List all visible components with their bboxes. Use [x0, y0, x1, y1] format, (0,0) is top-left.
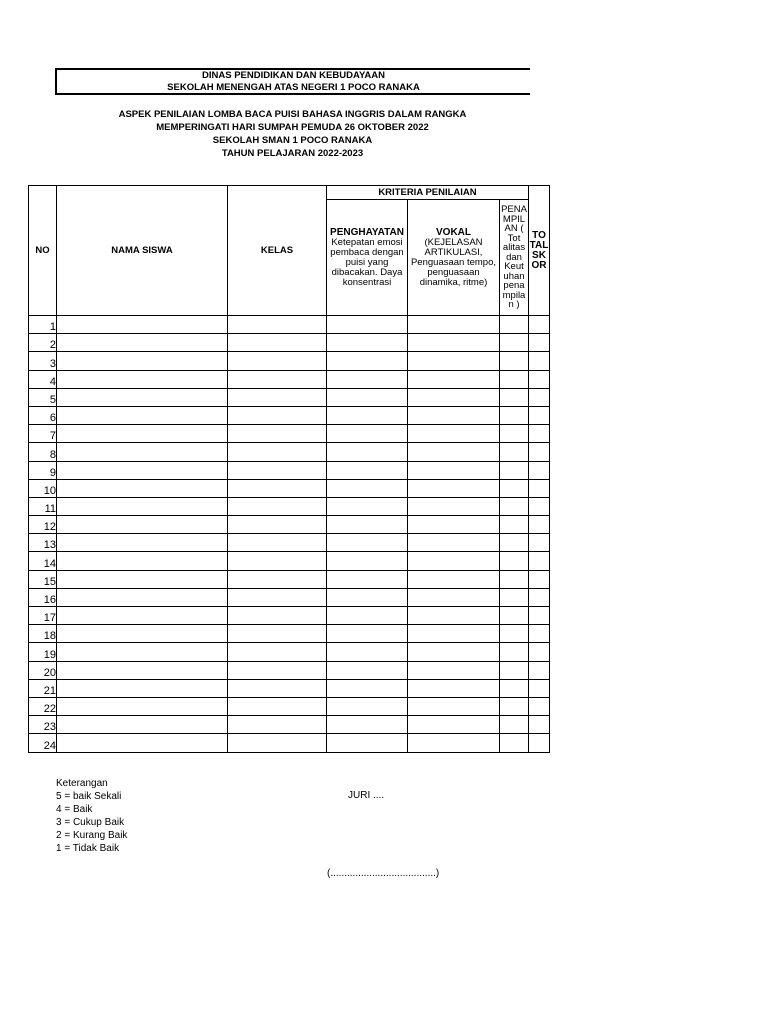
table-cell	[500, 570, 529, 588]
keterangan-title: Keterangan	[56, 778, 108, 789]
table-cell	[529, 425, 550, 443]
title-line-3: SEKOLAH SMAN 1 POCO RANAKA	[212, 135, 373, 146]
table-cell	[327, 406, 408, 424]
table-cell	[408, 625, 500, 643]
table-cell	[500, 716, 529, 734]
table-cell	[228, 316, 327, 334]
row-number: 14	[29, 552, 57, 570]
keterangan-item: 1 = Tidak Baik	[56, 843, 120, 854]
table-cell	[228, 479, 327, 497]
table-cell	[500, 425, 529, 443]
total-skor-label: TO TAL SK OR	[529, 229, 549, 271]
table-cell	[529, 697, 550, 715]
row-number: 18	[29, 625, 57, 643]
signature-line: (......................................)	[327, 868, 440, 879]
table-cell	[228, 352, 327, 370]
vokal-title: VOKAL	[436, 226, 471, 238]
table-cell	[500, 479, 529, 497]
table-cell	[228, 461, 327, 479]
table-cell	[327, 679, 408, 697]
table-cell	[327, 625, 408, 643]
table-cell	[408, 443, 500, 461]
row-number: 21	[29, 679, 57, 697]
table-row	[29, 461, 550, 479]
table-cell	[408, 697, 500, 715]
row-number: 24	[29, 734, 57, 752]
table-cell	[408, 425, 500, 443]
table-cell	[228, 607, 327, 625]
table-cell	[228, 497, 327, 515]
table-cell	[57, 552, 228, 570]
table-cell	[529, 534, 550, 552]
table-cell	[408, 388, 500, 406]
table-cell	[500, 443, 529, 461]
table-cell	[57, 534, 228, 552]
table-cell	[57, 388, 228, 406]
table-row	[29, 406, 550, 424]
table-cell	[327, 552, 408, 570]
table-cell	[500, 516, 529, 534]
table-cell	[408, 570, 500, 588]
table-cell	[57, 716, 228, 734]
header-line-1: DINAS PENDIDIKAN DAN KEBUDAYAAN	[202, 70, 385, 81]
table-cell	[228, 425, 327, 443]
table-cell	[57, 607, 228, 625]
table-cell	[228, 516, 327, 534]
row-number: 5	[29, 388, 57, 406]
table-row	[29, 370, 550, 388]
row-number: 15	[29, 570, 57, 588]
table-row	[29, 479, 550, 497]
table-cell	[500, 734, 529, 752]
table-cell	[529, 497, 550, 515]
row-number: 23	[29, 716, 57, 734]
header-penampilan	[500, 200, 529, 316]
table-cell	[529, 316, 550, 334]
table-cell	[500, 552, 529, 570]
table-cell	[327, 607, 408, 625]
table-cell	[327, 643, 408, 661]
table-cell	[408, 316, 500, 334]
table-cell	[408, 679, 500, 697]
table-row	[29, 679, 550, 697]
table-cell	[529, 443, 550, 461]
table-cell	[327, 534, 408, 552]
row-number: 17	[29, 607, 57, 625]
table-cell	[327, 697, 408, 715]
header-line-2: SEKOLAH MENENGAH ATAS NEGERI 1 POCO RANAKA	[167, 82, 420, 93]
table-row	[29, 734, 550, 752]
row-number: 8	[29, 443, 57, 461]
table-row	[29, 588, 550, 606]
table-cell	[228, 697, 327, 715]
table-cell	[57, 461, 228, 479]
table-cell	[327, 734, 408, 752]
row-number: 3	[29, 352, 57, 370]
table-row	[29, 352, 550, 370]
row-number: 16	[29, 588, 57, 606]
table-cell	[228, 661, 327, 679]
row-number: 4	[29, 370, 57, 388]
table-row	[29, 643, 550, 661]
table-row	[29, 425, 550, 443]
table-row	[29, 716, 550, 734]
table-row	[29, 334, 550, 352]
title-line-1: ASPEK PENILAIAN LOMBA BACA PUISI BAHASA INGGRIS DALAM RANGKA	[118, 109, 467, 120]
table-cell	[408, 370, 500, 388]
table-cell	[57, 497, 228, 515]
row-number: 1	[29, 316, 57, 334]
table-cell	[57, 734, 228, 752]
row-number: 19	[29, 643, 57, 661]
table-row	[29, 443, 550, 461]
table-cell	[408, 497, 500, 515]
table-cell	[408, 716, 500, 734]
table-cell	[228, 534, 327, 552]
table-cell	[57, 625, 228, 643]
title-line-4: TAHUN PELAJARAN 2022-2023	[221, 148, 364, 159]
table-cell	[57, 697, 228, 715]
table-cell	[327, 425, 408, 443]
table-body	[29, 316, 550, 753]
vokal-desc: (KEJELASAN ARTIKULASI, Penguasaan tempo, penguasaan dinamika, ritme)	[410, 236, 497, 288]
table-cell	[500, 334, 529, 352]
header-no: NO	[29, 186, 57, 316]
table-cell	[408, 552, 500, 570]
table-cell	[327, 497, 408, 515]
table-cell	[500, 406, 529, 424]
table-cell	[500, 534, 529, 552]
table-cell	[529, 661, 550, 679]
keterangan-item: 4 = Baik	[56, 804, 93, 815]
header-kelas: KELAS	[228, 186, 327, 316]
table-cell	[228, 370, 327, 388]
juri-label: JURI ....	[348, 790, 385, 801]
table-cell	[228, 716, 327, 734]
table-cell	[57, 479, 228, 497]
table-cell	[500, 661, 529, 679]
row-number: 20	[29, 661, 57, 679]
table-row	[29, 607, 550, 625]
table-cell	[228, 643, 327, 661]
header-total-skor	[529, 186, 550, 316]
table-row	[29, 388, 550, 406]
table-cell	[500, 388, 529, 406]
table-row	[29, 570, 550, 588]
table-cell	[327, 461, 408, 479]
table-cell	[228, 388, 327, 406]
table-cell	[57, 516, 228, 534]
table-cell	[57, 570, 228, 588]
table-cell	[408, 352, 500, 370]
table-cell	[408, 461, 500, 479]
table-row	[29, 534, 550, 552]
table-cell	[529, 334, 550, 352]
table-row	[29, 625, 550, 643]
table-cell	[57, 370, 228, 388]
table-cell	[57, 334, 228, 352]
table-cell	[529, 607, 550, 625]
table-cell	[408, 588, 500, 606]
header-kriteria-penilaian: KRITERIA PENILAIAN	[327, 186, 529, 200]
table-row	[29, 552, 550, 570]
table-cell	[529, 352, 550, 370]
table-cell	[500, 679, 529, 697]
table-cell	[408, 734, 500, 752]
table-cell	[500, 370, 529, 388]
table-cell	[500, 588, 529, 606]
table-cell	[327, 716, 408, 734]
table-cell	[327, 588, 408, 606]
table-cell	[327, 479, 408, 497]
table-cell	[57, 316, 228, 334]
table-cell	[228, 443, 327, 461]
row-number: 12	[29, 516, 57, 534]
table-cell	[327, 443, 408, 461]
table-cell	[408, 334, 500, 352]
penghayatan-title: PENGHAYATAN	[330, 226, 404, 238]
table-cell	[327, 516, 408, 534]
table-cell	[57, 352, 228, 370]
table-cell	[529, 625, 550, 643]
table-cell	[57, 679, 228, 697]
table-cell	[57, 406, 228, 424]
table-cell	[327, 388, 408, 406]
table-cell	[500, 461, 529, 479]
table-cell	[529, 406, 550, 424]
table-cell	[228, 334, 327, 352]
table-cell	[529, 716, 550, 734]
row-number: 22	[29, 697, 57, 715]
table-cell	[57, 443, 228, 461]
table-cell	[529, 516, 550, 534]
table-cell	[529, 479, 550, 497]
table-cell	[228, 625, 327, 643]
table-row	[29, 661, 550, 679]
table-cell	[408, 406, 500, 424]
table-cell	[327, 352, 408, 370]
table-cell	[57, 643, 228, 661]
table-cell	[408, 661, 500, 679]
table-cell	[529, 388, 550, 406]
table-row	[29, 497, 550, 515]
table-cell	[500, 607, 529, 625]
table-cell	[529, 679, 550, 697]
table-row	[29, 516, 550, 534]
row-number: 13	[29, 534, 57, 552]
table-cell	[500, 497, 529, 515]
table-cell	[408, 516, 500, 534]
keterangan-item: 5 = baik Sekali	[56, 791, 122, 802]
table-cell	[529, 734, 550, 752]
table-cell	[500, 697, 529, 715]
table-cell	[57, 588, 228, 606]
table-cell	[529, 643, 550, 661]
table-cell	[228, 552, 327, 570]
row-number: 11	[29, 497, 57, 515]
table-cell	[529, 570, 550, 588]
table-cell	[408, 643, 500, 661]
table-cell	[500, 316, 529, 334]
keterangan-section	[56, 777, 127, 855]
table-cell	[529, 461, 550, 479]
keterangan-item: 2 = Kurang Baik	[56, 830, 128, 841]
document-titles	[55, 108, 530, 160]
row-number: 7	[29, 425, 57, 443]
table-cell	[327, 661, 408, 679]
header-nama-siswa: NAMA SISWA	[57, 186, 228, 316]
table-cell	[529, 552, 550, 570]
row-number: 2	[29, 334, 57, 352]
penampilan-label: PENA MPIL AN ( Tot alitas dan Keut uhan pena mpila n )	[501, 204, 527, 311]
assessment-table	[28, 185, 550, 753]
table-cell	[228, 570, 327, 588]
table-cell	[500, 352, 529, 370]
header-vokal	[408, 200, 500, 316]
header-penghayatan	[327, 200, 408, 316]
table-cell	[529, 370, 550, 388]
table-cell	[500, 625, 529, 643]
penghayatan-desc: Ketepatan emosi pembaca dengan puisi yang dibacakan. Daya konsentrasi	[330, 236, 404, 288]
keterangan-item: 3 = Cukup Baik	[56, 817, 125, 828]
table-row	[29, 697, 550, 715]
table-cell	[228, 588, 327, 606]
table-cell	[57, 661, 228, 679]
table-cell	[327, 316, 408, 334]
table-cell	[408, 607, 500, 625]
table-cell	[228, 734, 327, 752]
table-cell	[327, 570, 408, 588]
table-cell	[228, 679, 327, 697]
table-row	[29, 316, 550, 334]
table-cell	[57, 425, 228, 443]
table-cell	[500, 643, 529, 661]
row-number: 10	[29, 479, 57, 497]
table-cell	[228, 406, 327, 424]
table-cell	[529, 588, 550, 606]
header-box	[55, 68, 530, 95]
table-cell	[327, 334, 408, 352]
table-cell	[327, 370, 408, 388]
row-number: 9	[29, 461, 57, 479]
row-number: 6	[29, 406, 57, 424]
title-line-2: MEMPERINGATI HARI SUMPAH PEMUDA 26 OKTOBER 2022	[156, 122, 429, 133]
table-cell	[408, 534, 500, 552]
table-cell	[408, 479, 500, 497]
